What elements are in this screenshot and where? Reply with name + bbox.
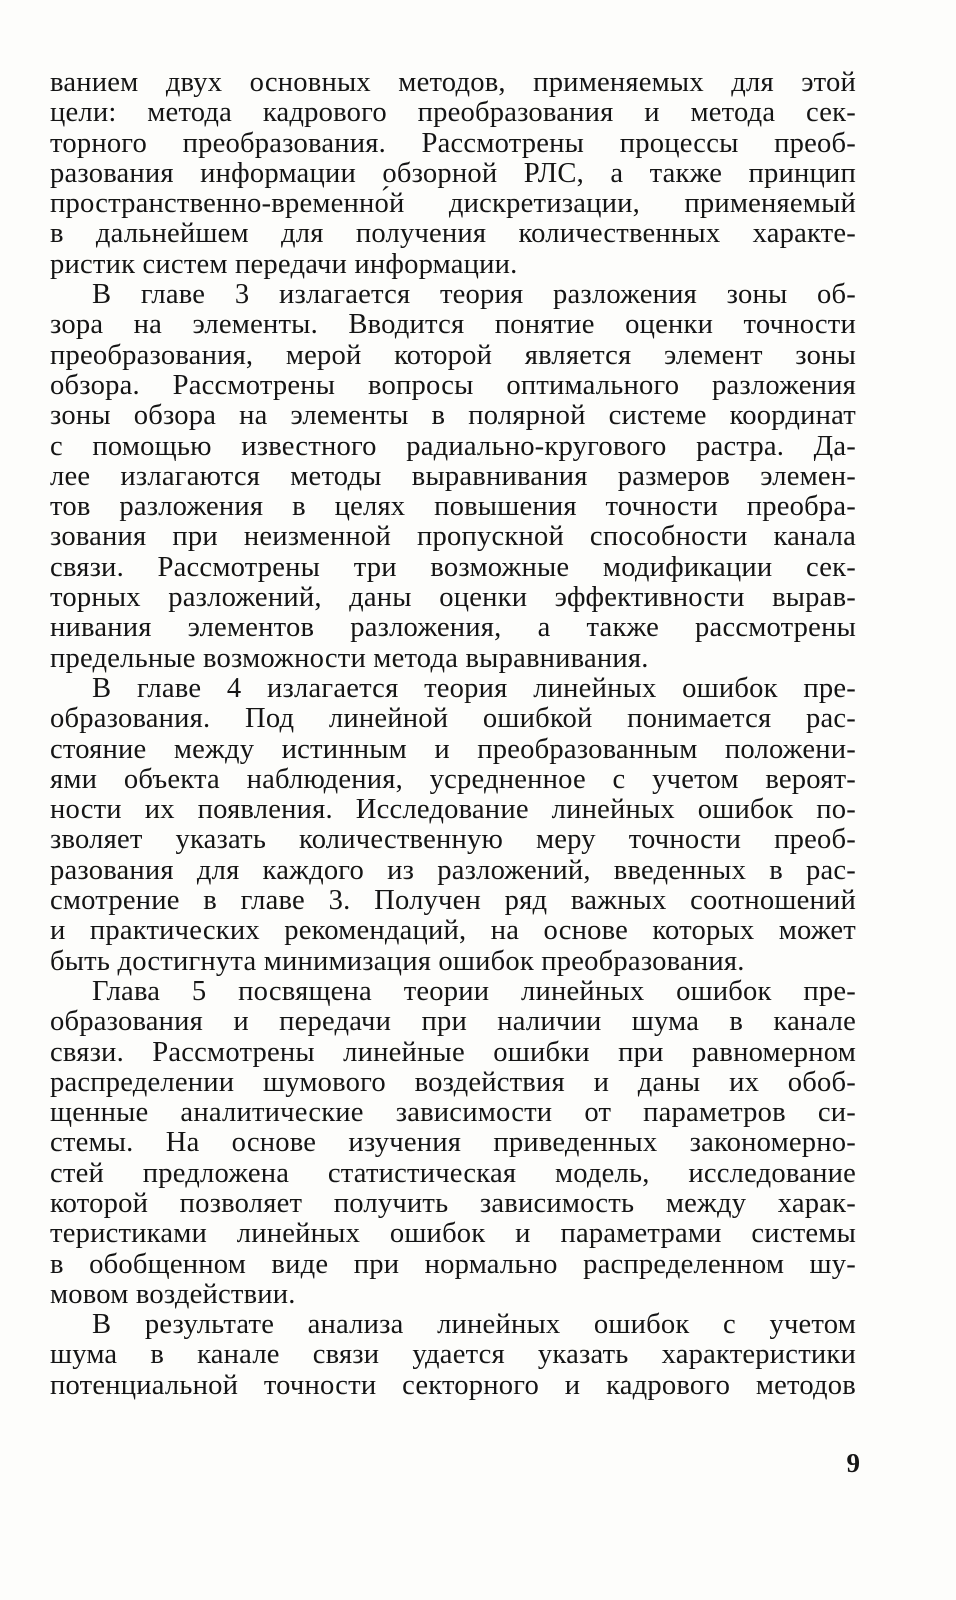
text-line: В главе 3 излагается теория разложения зоны об- bbox=[92, 279, 856, 311]
paragraph bbox=[50, 1310, 856, 1401]
text-line: цели: метода кадрового преобразования и метода сек- bbox=[50, 97, 856, 129]
text-line: пространственно-временно́й дискретизации, применяемый bbox=[50, 188, 856, 220]
text-line: с помощью известного радиально-кругового растра. Да- bbox=[50, 430, 856, 462]
text-line: шума в канале связи удается указать характеристики bbox=[50, 1339, 856, 1371]
text-line: и практических рекомендаций, на основе которых может bbox=[50, 915, 856, 947]
text-line: в обобщенном виде при нормально распределенном шу- bbox=[50, 1248, 856, 1280]
text-line: ности их появления. Исследование линейных ошибок по- bbox=[50, 794, 856, 826]
text-line: зволяет указать количественную меру точности преоб- bbox=[50, 824, 856, 856]
text-line: связи. Рассмотрены три возможные модификации сек- bbox=[50, 551, 856, 583]
text-line: образования и передачи при наличии шума в канале bbox=[50, 1006, 856, 1038]
text-line: В главе 4 излагается теория линейных ошибок пре- bbox=[92, 672, 856, 704]
text-line: щенные аналитические зависимости от параметров си- bbox=[50, 1097, 856, 1129]
text-line: разования информации обзорной РЛС, а также принцип bbox=[50, 157, 856, 189]
text-line: быть достигнута минимизация ошибок преобразования. bbox=[50, 945, 745, 977]
text-line: образования. Под линейной ошибкой понимается рас- bbox=[50, 703, 856, 735]
text-line: Глава 5 посвящена теории линейных ошибок пре- bbox=[92, 975, 856, 1007]
text-line: обзора. Рассмотрены вопросы оптимального разложения bbox=[50, 369, 856, 401]
text-line: торных разложений, даны оценки эффективности вырав- bbox=[50, 582, 856, 614]
paragraph bbox=[50, 674, 856, 977]
text-line: распределении шумового воздействия и даны их обоб- bbox=[50, 1066, 856, 1098]
text-line: В результате анализа линейных ошибок с учетом bbox=[92, 1309, 856, 1341]
text-line: стемы. На основе изучения приведенных закономерно- bbox=[50, 1127, 856, 1159]
text-line: в дальнейшем для получения количественных характе- bbox=[50, 218, 856, 250]
text-line: мовом воздействии. bbox=[50, 1278, 296, 1310]
text-line: лее излагаются методы выравнивания размеров элемен- bbox=[50, 460, 856, 492]
text-line: преобразования, мерой которой является элемент зоны bbox=[50, 339, 856, 371]
text-line: торного преобразования. Рассмотрены процессы преоб- bbox=[50, 127, 856, 159]
text-line: разования для каждого из разложений, введенных в рас- bbox=[50, 854, 856, 886]
body-text bbox=[50, 68, 856, 1401]
text-line: тов разложения в целях повышения точности преобра- bbox=[50, 491, 856, 523]
text-line: связи. Рассмотрены линейные ошибки при равномерном bbox=[50, 1036, 856, 1068]
text-line: которой позволяет получить зависимость между харак- bbox=[50, 1187, 856, 1219]
text-line: теристиками линейных ошибок и параметрами системы bbox=[50, 1218, 856, 1250]
paragraph bbox=[50, 280, 856, 674]
text-line: ристик систем передачи информации. bbox=[50, 248, 518, 280]
page-number: 9 bbox=[846, 1448, 860, 1478]
text-line: стояние между истинным и преобразованным положени- bbox=[50, 733, 856, 765]
paragraph bbox=[50, 977, 856, 1310]
text-line: зования при неизменной пропускной способности канала bbox=[50, 521, 856, 553]
text-line: предельные возможности метода выравнивания. bbox=[50, 642, 649, 674]
text-line: ями объекта наблюдения, усредненное с учетом вероят- bbox=[50, 763, 856, 795]
text-line: ванием двух основных методов, применяемых для этой bbox=[50, 67, 856, 98]
text-line: смотрение в главе 3. Получен ряд важных соотношений bbox=[50, 885, 856, 917]
text-line: нивания элементов разложения, а также рассмотрены bbox=[50, 612, 856, 644]
text-line: потенциальной точности секторного и кадрового методов bbox=[50, 1369, 856, 1401]
text-line: зора на элементы. Вводится понятие оценки точности bbox=[50, 309, 856, 341]
text-line: стей предложена статистическая модель, исследование bbox=[50, 1157, 856, 1189]
paragraph bbox=[50, 68, 856, 280]
text-line: зоны обзора на элементы в полярной системе координат bbox=[50, 400, 856, 432]
